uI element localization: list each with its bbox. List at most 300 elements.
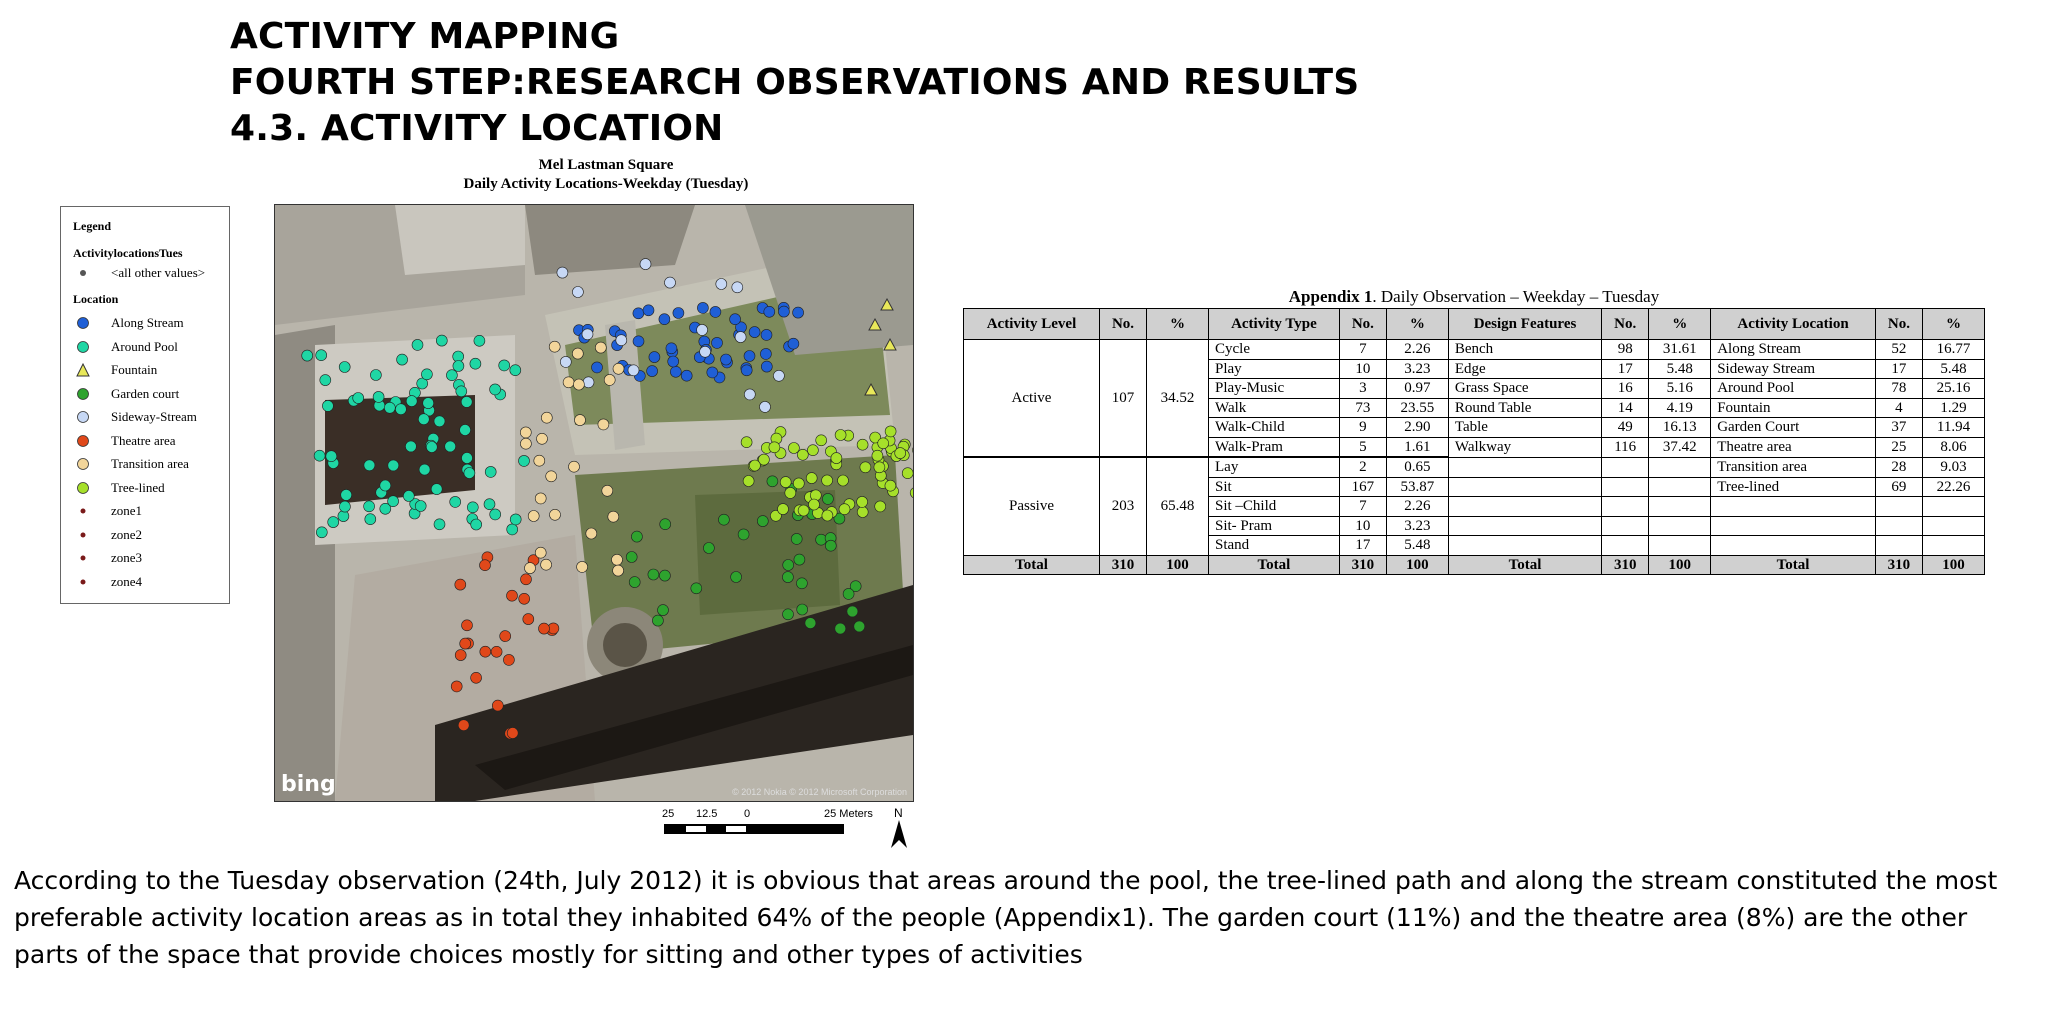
map-point bbox=[592, 362, 603, 373]
map-point bbox=[550, 509, 561, 520]
map-point bbox=[373, 391, 384, 402]
map-point bbox=[455, 579, 466, 590]
map-point bbox=[541, 412, 552, 423]
map-point bbox=[629, 577, 640, 588]
map-point bbox=[788, 443, 799, 454]
table-cell: 10 bbox=[1339, 516, 1386, 536]
map-point bbox=[616, 335, 627, 346]
map-point bbox=[710, 306, 721, 317]
map-point bbox=[633, 308, 644, 319]
table-total-row bbox=[964, 555, 1985, 575]
map-point bbox=[721, 354, 732, 365]
level-active-no: 107 bbox=[1099, 340, 1146, 458]
page-headings bbox=[230, 14, 1359, 152]
legend-item bbox=[73, 313, 184, 333]
map-point bbox=[446, 370, 457, 381]
map-watermark: bing bbox=[281, 772, 336, 797]
legend-title: Legend bbox=[73, 219, 112, 233]
map-point bbox=[857, 439, 868, 450]
table-cell: Bench bbox=[1448, 340, 1601, 360]
total-cell: 310 bbox=[1602, 555, 1649, 575]
map-point bbox=[406, 396, 417, 407]
map-point bbox=[549, 341, 560, 352]
legend-symbol-icon bbox=[73, 525, 93, 545]
col-no: No. bbox=[1602, 309, 1649, 340]
map-point bbox=[697, 302, 708, 313]
map-point bbox=[575, 415, 586, 426]
map-point bbox=[415, 501, 426, 512]
map-point bbox=[783, 560, 794, 571]
legend-symbol-icon bbox=[73, 384, 93, 404]
map-point bbox=[602, 485, 613, 496]
map-point bbox=[405, 441, 416, 452]
map-point bbox=[421, 369, 432, 380]
map-point bbox=[525, 563, 536, 574]
map-point bbox=[872, 450, 883, 461]
table-cell: 5.16 bbox=[1649, 379, 1711, 399]
table-cell: 2 bbox=[1339, 457, 1386, 477]
map-point bbox=[835, 623, 846, 634]
legend-symbol-icon bbox=[73, 360, 93, 380]
table-cell: 69 bbox=[1875, 477, 1922, 497]
north-arrow-label: N bbox=[894, 806, 903, 820]
table-cell: Sit –Child bbox=[1209, 497, 1340, 517]
map-point bbox=[577, 561, 588, 572]
map-point bbox=[738, 529, 749, 540]
map-point bbox=[423, 398, 434, 409]
map-point bbox=[700, 346, 711, 357]
scale-bar-segment bbox=[726, 826, 746, 832]
table-cell: 16.13 bbox=[1649, 418, 1711, 438]
map-point bbox=[797, 604, 808, 615]
table-cell: Sit- Pram bbox=[1209, 516, 1340, 536]
legend-item bbox=[73, 501, 142, 521]
map-point bbox=[499, 360, 510, 371]
table-cell: Theatre area bbox=[1711, 437, 1876, 457]
level-passive-pct: 65.48 bbox=[1147, 457, 1209, 555]
map-point bbox=[831, 453, 842, 464]
map-point bbox=[749, 460, 760, 471]
map-point bbox=[761, 361, 772, 372]
map-point bbox=[761, 329, 772, 340]
map-point bbox=[660, 519, 671, 530]
map-point bbox=[507, 524, 518, 535]
map-point bbox=[805, 618, 816, 629]
map-point bbox=[528, 511, 539, 522]
map-point bbox=[735, 332, 746, 343]
map-point bbox=[741, 437, 752, 448]
map-point bbox=[716, 279, 727, 290]
table-cell: 0.65 bbox=[1386, 457, 1448, 477]
col-no: No. bbox=[1339, 309, 1386, 340]
legend-item-label: Tree-lined bbox=[111, 479, 165, 495]
legend-group-location: Location bbox=[73, 291, 119, 306]
map-point bbox=[628, 365, 639, 376]
table-cell: 2.26 bbox=[1386, 497, 1448, 517]
table-cell: 0.97 bbox=[1386, 379, 1448, 399]
map-point bbox=[338, 511, 349, 522]
map-point bbox=[451, 681, 462, 692]
legend-item-label: Transition area bbox=[111, 456, 189, 471]
table-cell bbox=[1649, 536, 1711, 556]
map-point bbox=[403, 491, 414, 502]
map-point bbox=[519, 593, 530, 604]
table-cell: Around Pool bbox=[1711, 379, 1876, 399]
map-point bbox=[480, 560, 491, 571]
map-point-fountain bbox=[869, 319, 881, 330]
map-point bbox=[485, 466, 496, 477]
total-cell: Total bbox=[964, 555, 1100, 575]
table-cell: 5 bbox=[1339, 437, 1386, 457]
map-point bbox=[598, 419, 609, 430]
map-point bbox=[388, 460, 399, 471]
map-point bbox=[604, 374, 615, 385]
table-cell: 3.23 bbox=[1386, 516, 1448, 536]
map-point bbox=[535, 547, 546, 558]
map-point bbox=[847, 606, 858, 617]
map-point bbox=[798, 505, 809, 516]
table-cell: Walk-Pram bbox=[1209, 437, 1340, 457]
table-cell: 22.26 bbox=[1922, 477, 1984, 497]
table-cell: Along Stream bbox=[1711, 340, 1876, 360]
table-cell: 28 bbox=[1875, 457, 1922, 477]
map-point bbox=[806, 473, 817, 484]
map-point bbox=[484, 499, 495, 510]
map-point bbox=[563, 377, 574, 388]
scale-label-25: 25 bbox=[662, 808, 675, 820]
table-cell bbox=[1448, 497, 1601, 517]
heading-activity-mapping: ACTIVITY MAPPING bbox=[230, 16, 620, 57]
legend-item-label: zone4 bbox=[111, 573, 143, 589]
map-point bbox=[640, 259, 651, 270]
legend-symbol-icon bbox=[73, 454, 93, 474]
map-point bbox=[320, 375, 331, 386]
level-active-pct: 34.52 bbox=[1147, 340, 1209, 458]
table-cell: 25.16 bbox=[1922, 379, 1984, 399]
col-pct: % bbox=[1922, 309, 1984, 340]
map-point bbox=[839, 504, 850, 515]
map-point bbox=[703, 543, 714, 554]
map-point bbox=[668, 356, 679, 367]
map-point bbox=[560, 356, 571, 367]
map-point bbox=[749, 327, 760, 338]
map-point bbox=[467, 502, 478, 513]
map-point bbox=[500, 631, 511, 642]
map-point bbox=[718, 514, 729, 525]
total-cell: 100 bbox=[1649, 555, 1711, 575]
map-point bbox=[782, 572, 793, 583]
map-point bbox=[397, 354, 408, 365]
heading-activity-location: 4.3. ACTIVITY LOCATION bbox=[230, 108, 724, 149]
map-point bbox=[316, 527, 327, 538]
map-point bbox=[857, 507, 868, 518]
table-cell: 2.90 bbox=[1386, 418, 1448, 438]
map-point bbox=[707, 367, 718, 378]
map-point bbox=[659, 570, 670, 581]
table-cell: 31.61 bbox=[1649, 340, 1711, 360]
map-point bbox=[322, 400, 333, 411]
appendix-table bbox=[963, 308, 1985, 575]
map-point bbox=[365, 514, 376, 525]
table-cell: Fountain bbox=[1711, 398, 1876, 418]
map-point bbox=[431, 484, 442, 495]
map-point bbox=[462, 620, 473, 631]
map-point bbox=[665, 277, 676, 288]
map-point bbox=[572, 287, 583, 298]
table-cell: 37.42 bbox=[1649, 437, 1711, 457]
map-legend bbox=[60, 206, 230, 604]
map-point bbox=[519, 455, 530, 466]
scale-label-12-5: 12.5 bbox=[696, 808, 718, 820]
table-cell: Garden Court bbox=[1711, 418, 1876, 438]
map-point bbox=[778, 504, 789, 515]
map-point bbox=[418, 414, 429, 425]
map-point bbox=[816, 435, 827, 446]
table-cell: 5.48 bbox=[1649, 359, 1711, 379]
col-pct: % bbox=[1147, 309, 1209, 340]
table-cell: 5.48 bbox=[1386, 536, 1448, 556]
map-point bbox=[455, 650, 466, 661]
col-pct: % bbox=[1649, 309, 1711, 340]
map-point bbox=[341, 489, 352, 500]
table-cell: 10 bbox=[1339, 359, 1386, 379]
map-point bbox=[353, 393, 364, 404]
map-point bbox=[535, 493, 546, 504]
table-cell: Walk-Child bbox=[1209, 418, 1340, 438]
map-point bbox=[838, 475, 849, 486]
map-point bbox=[453, 361, 464, 372]
table-cell bbox=[1602, 457, 1649, 477]
map-point bbox=[462, 453, 473, 464]
map-point bbox=[730, 314, 741, 325]
appendix-table-block bbox=[963, 286, 1985, 575]
map-point bbox=[470, 358, 481, 369]
table-cell: Edge bbox=[1448, 359, 1601, 379]
map-activity-points bbox=[275, 205, 913, 801]
table-cell: Round Table bbox=[1448, 398, 1601, 418]
table-cell bbox=[1922, 516, 1984, 536]
map-point bbox=[582, 329, 593, 340]
table-cell: 17 bbox=[1875, 359, 1922, 379]
heading-fourth-step: FOURTH STEP:RESEARCH OBSERVATIONS AND RESULTS bbox=[230, 62, 1360, 103]
map-point bbox=[384, 402, 395, 413]
map-point bbox=[649, 352, 660, 363]
map-point bbox=[744, 389, 755, 400]
map-point bbox=[797, 449, 808, 460]
map-point bbox=[434, 519, 445, 530]
level-active-label: Active bbox=[964, 340, 1100, 458]
map-point bbox=[681, 370, 692, 381]
map-point bbox=[507, 728, 518, 739]
map-point bbox=[537, 433, 548, 444]
map-point bbox=[895, 448, 906, 459]
legend-symbol-icon bbox=[73, 548, 93, 568]
legend-item-label: Theatre area bbox=[111, 432, 176, 448]
table-cell bbox=[1602, 477, 1649, 497]
legend-all-other bbox=[73, 263, 205, 283]
legend-symbol-icon bbox=[73, 407, 93, 427]
legend-item bbox=[73, 407, 197, 427]
map-point bbox=[460, 425, 471, 436]
map-point bbox=[490, 509, 501, 520]
total-cell: 310 bbox=[1875, 555, 1922, 575]
table-cell: Walkway bbox=[1448, 437, 1601, 457]
map-point bbox=[731, 572, 742, 583]
legend-item-label: Garden court bbox=[111, 385, 180, 401]
map-point bbox=[460, 638, 471, 649]
map-point bbox=[480, 646, 491, 657]
legend-all-other-label: <all other values> bbox=[111, 265, 206, 280]
map-point-fountain bbox=[884, 339, 896, 350]
map-point bbox=[822, 475, 833, 486]
table-cell: Sit bbox=[1209, 477, 1340, 497]
table-row bbox=[964, 340, 1985, 360]
map-point bbox=[666, 343, 677, 354]
map-point bbox=[902, 468, 913, 479]
map-point bbox=[757, 516, 768, 527]
table-cell: 37 bbox=[1875, 418, 1922, 438]
map-point bbox=[364, 460, 375, 471]
legend-item-label: Around Pool bbox=[111, 338, 178, 354]
map-point bbox=[697, 324, 708, 335]
map-point bbox=[809, 499, 820, 510]
table-cell bbox=[1922, 497, 1984, 517]
map-point bbox=[788, 338, 799, 349]
map-point bbox=[875, 501, 886, 512]
map-point bbox=[885, 426, 896, 437]
table-cell: 25 bbox=[1875, 437, 1922, 457]
table-cell bbox=[1602, 536, 1649, 556]
table-cell: 17 bbox=[1602, 359, 1649, 379]
scale-label-0: 0 bbox=[744, 808, 751, 820]
table-cell: Walk bbox=[1209, 398, 1340, 418]
table-cell bbox=[1922, 536, 1984, 556]
map-copyright: © 2012 Nokia © 2012 Microsoft Corporation bbox=[732, 787, 907, 797]
table-cell: 49 bbox=[1602, 418, 1649, 438]
total-cell: Total bbox=[1448, 555, 1601, 575]
table-cell: Cycle bbox=[1209, 340, 1340, 360]
map-point bbox=[760, 348, 771, 359]
table-cell bbox=[1711, 536, 1876, 556]
map-title-block bbox=[274, 156, 938, 194]
map-point bbox=[773, 370, 784, 381]
map-point bbox=[434, 416, 445, 427]
map-point bbox=[572, 348, 583, 359]
map-point bbox=[612, 554, 623, 565]
map-point bbox=[608, 511, 619, 522]
table-cell: 4 bbox=[1875, 398, 1922, 418]
map-point bbox=[471, 672, 482, 683]
map-point bbox=[364, 501, 375, 512]
legend-item bbox=[73, 360, 157, 380]
table-cell bbox=[1448, 536, 1601, 556]
legend-group-activity: ActivitylocationsTues bbox=[73, 245, 183, 260]
map-point bbox=[647, 366, 658, 377]
map-point bbox=[445, 441, 456, 452]
table-row bbox=[964, 457, 1985, 477]
map-point bbox=[339, 362, 350, 373]
map-point bbox=[458, 720, 469, 731]
table-body bbox=[964, 340, 1985, 575]
map-point bbox=[780, 477, 791, 488]
map-point bbox=[491, 646, 502, 657]
map-point bbox=[613, 363, 624, 374]
map-point bbox=[541, 559, 552, 570]
aerial-map bbox=[274, 204, 914, 802]
map-point bbox=[395, 404, 406, 415]
table-cell: 53.87 bbox=[1386, 477, 1448, 497]
map-point bbox=[507, 590, 518, 601]
total-cell: 100 bbox=[1922, 555, 1984, 575]
map-point bbox=[461, 396, 472, 407]
observation-paragraph: According to the Tuesday observation (24th, July 2012) it is obvious that areas around the pool, the tree-lined path and along the stream constituted the most preferable activity location areas as in total they inhabited 64% of the people (Appendix1). The garden court (11%) and the theatre area (8%) are the other parts of the space that provide choices mostly for sitting and other types of activities bbox=[14, 866, 1998, 969]
north-arrow-icon bbox=[890, 820, 908, 850]
map-point bbox=[741, 365, 752, 376]
legend-item-label: zone3 bbox=[111, 550, 143, 565]
legend-symbol-icon bbox=[73, 501, 93, 521]
map-point bbox=[626, 552, 637, 563]
total-cell: 310 bbox=[1339, 555, 1386, 575]
table-cell bbox=[1649, 497, 1711, 517]
legend-item-label: Along Stream bbox=[111, 315, 184, 330]
total-cell: Total bbox=[1711, 555, 1876, 575]
map-point bbox=[426, 442, 437, 453]
table-cell bbox=[1711, 516, 1876, 536]
map-point bbox=[744, 351, 755, 362]
map-point bbox=[910, 487, 913, 498]
table-cell: 3.23 bbox=[1386, 359, 1448, 379]
table-cell bbox=[1875, 497, 1922, 517]
table-cell bbox=[1649, 477, 1711, 497]
map-point bbox=[557, 267, 568, 278]
map-point bbox=[474, 335, 485, 346]
map-point bbox=[878, 438, 889, 449]
scale-label-meters: 25 Meters bbox=[824, 808, 873, 820]
map-point bbox=[673, 308, 684, 319]
legend-item-label: Fountain bbox=[111, 362, 158, 377]
table-cell: 52 bbox=[1875, 340, 1922, 360]
map-point bbox=[874, 462, 885, 473]
map-point bbox=[464, 468, 475, 479]
table-cell: 78 bbox=[1875, 379, 1922, 399]
table-cell bbox=[1649, 516, 1711, 536]
table-cell: Lay bbox=[1209, 457, 1340, 477]
map-point bbox=[769, 442, 780, 453]
table-cell: 167 bbox=[1339, 477, 1386, 497]
legend-item-label: Sideway-Stream bbox=[111, 409, 197, 424]
map-point bbox=[913, 445, 914, 456]
table-cell: 3 bbox=[1339, 379, 1386, 399]
map-point bbox=[843, 588, 854, 599]
map-point bbox=[326, 451, 337, 462]
map-point bbox=[794, 554, 805, 565]
table-cell: 2.26 bbox=[1386, 340, 1448, 360]
map-point bbox=[860, 462, 871, 473]
total-cell: 100 bbox=[1147, 555, 1209, 575]
map-point bbox=[521, 574, 532, 585]
map-point bbox=[412, 339, 423, 350]
col-activity-level: Activity Level bbox=[964, 309, 1100, 340]
table-cell: 1.29 bbox=[1922, 398, 1984, 418]
map-point bbox=[471, 519, 482, 530]
map-point bbox=[835, 430, 846, 441]
map-point bbox=[436, 335, 447, 346]
legend-symbol-icon bbox=[73, 478, 93, 498]
table-header-row bbox=[964, 309, 1985, 340]
table-cell: 16.77 bbox=[1922, 340, 1984, 360]
table-cell bbox=[1448, 457, 1601, 477]
table-cell bbox=[1875, 536, 1922, 556]
